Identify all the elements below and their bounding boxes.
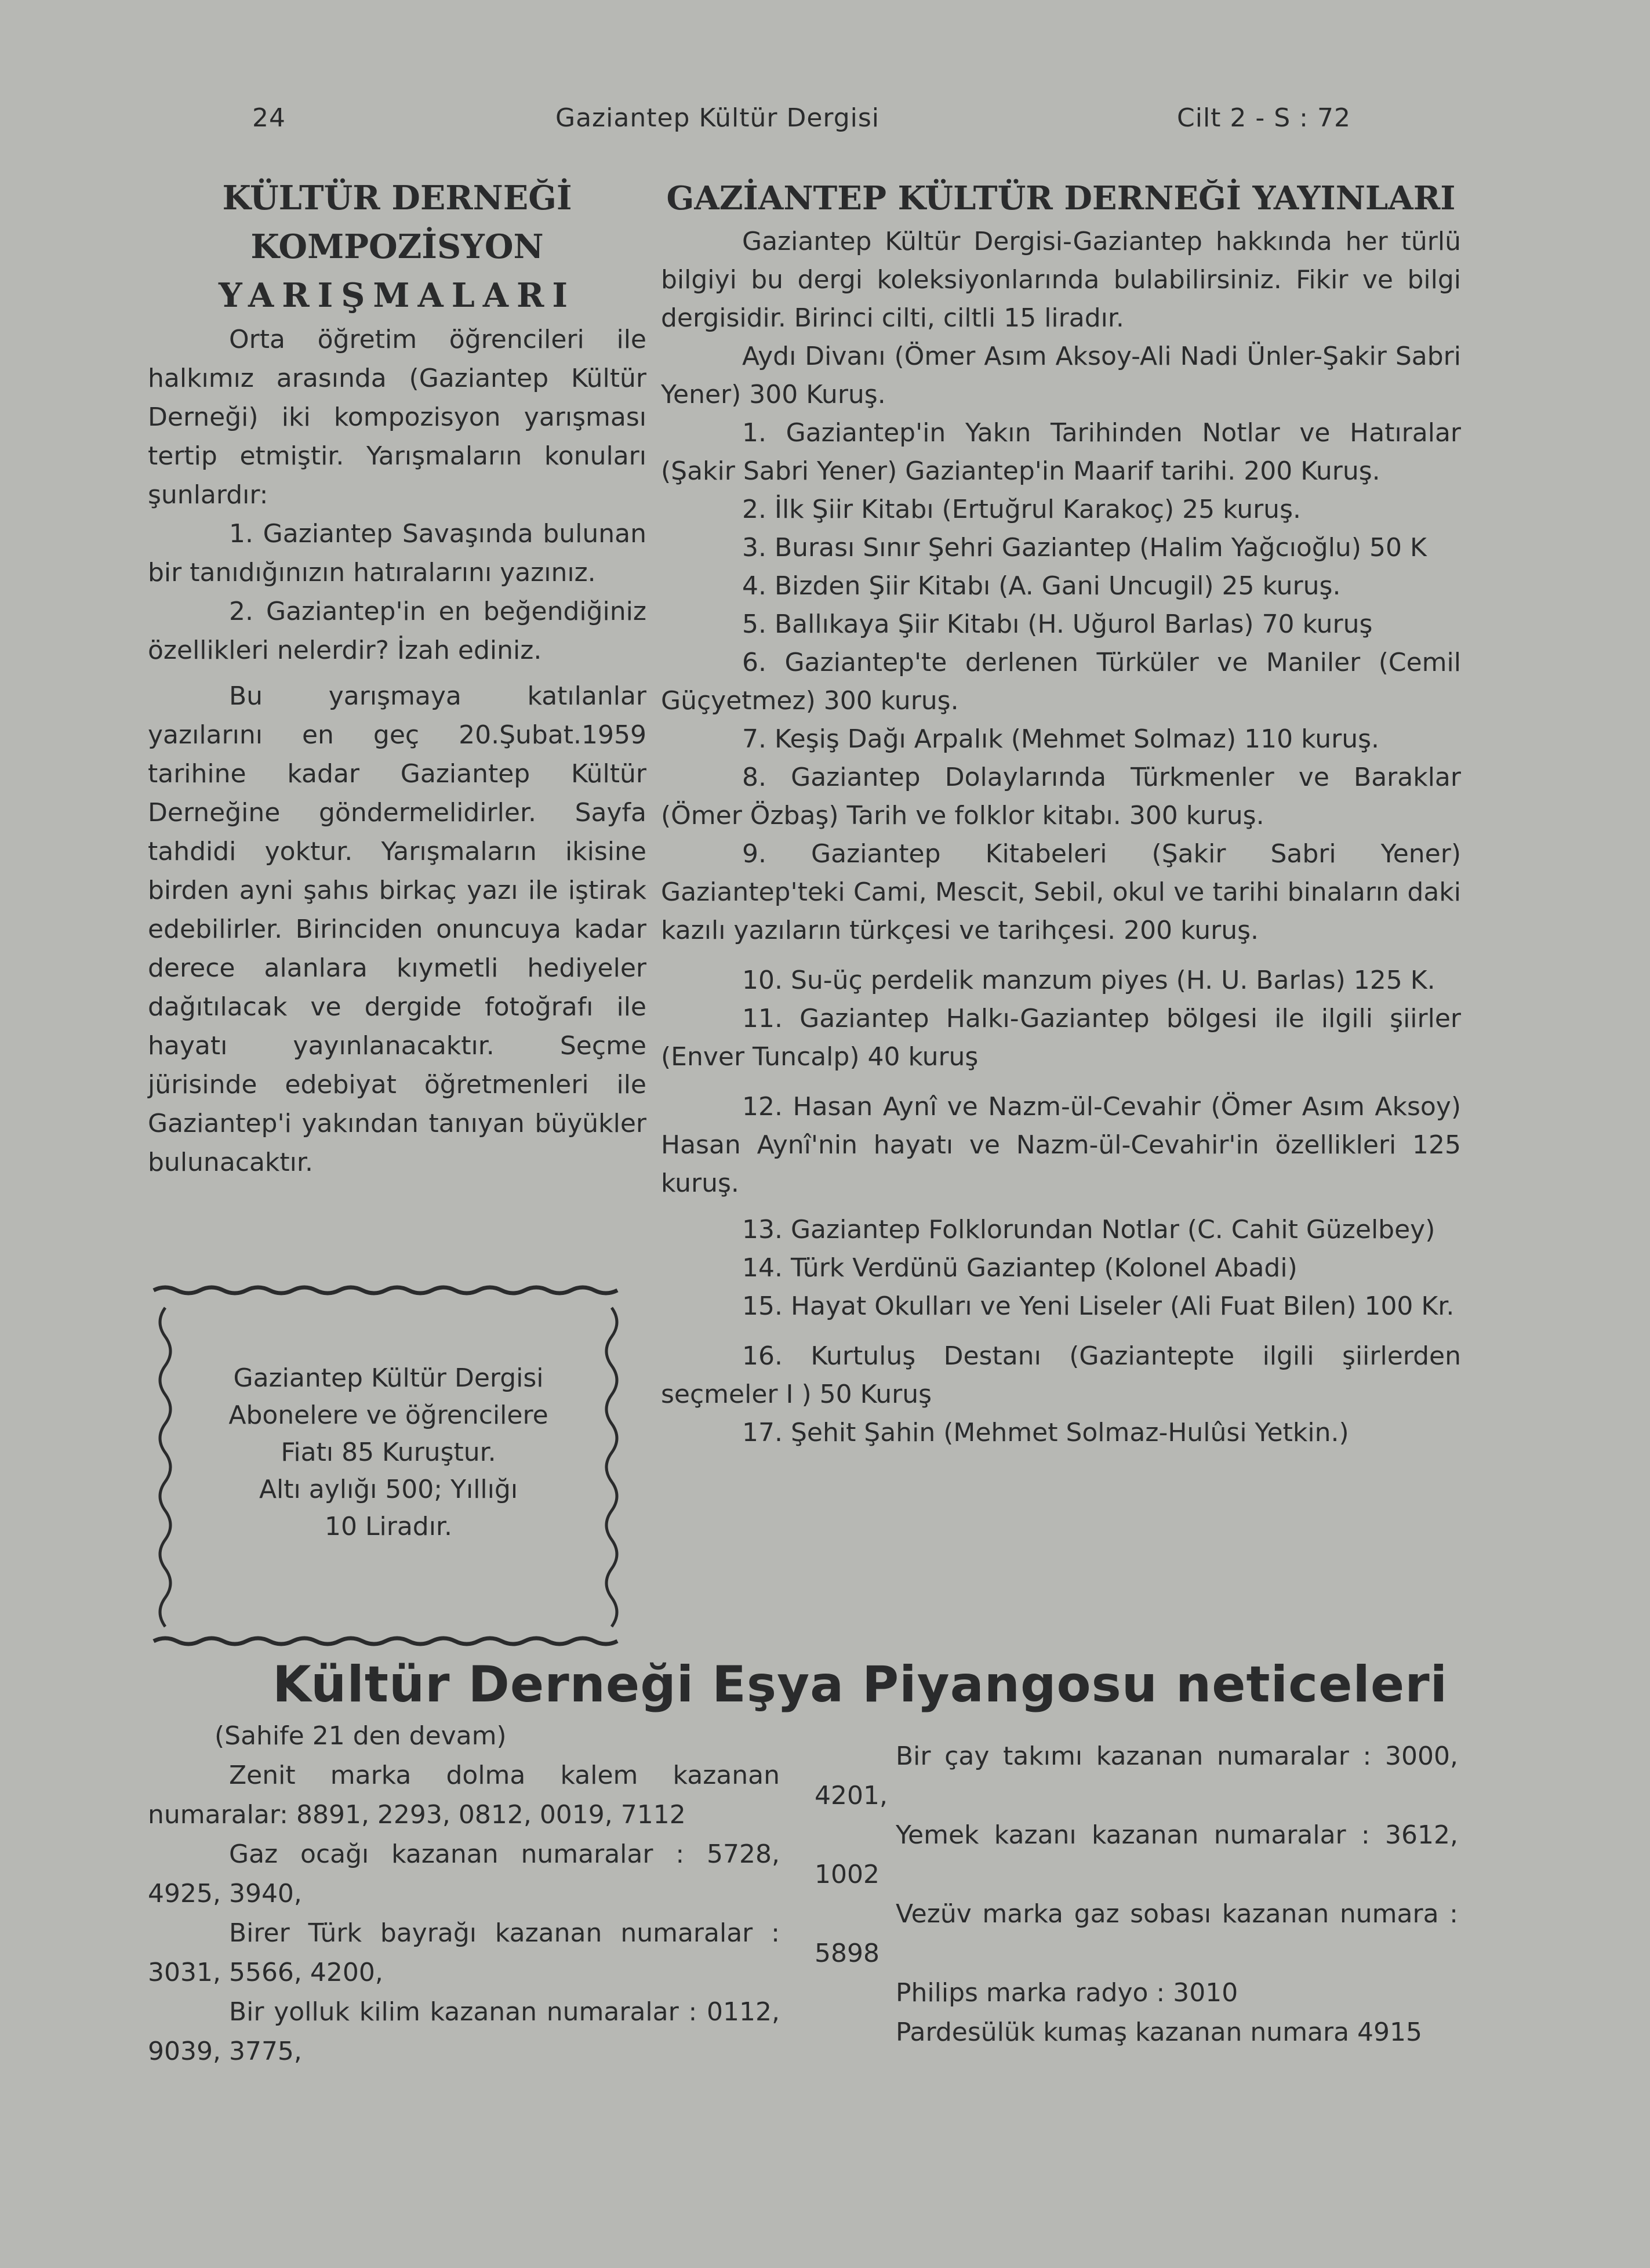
title-line: YARIŞMALARI	[218, 276, 576, 315]
result-item: (Sahife 21 den devam)	[215, 1721, 507, 1751]
result-item: Bir yolluk kilim kazanan numaralar : 0112, 9039, 3775,	[148, 1997, 780, 2066]
volume-issue: Cilt 2 - S : 72	[1177, 103, 1351, 133]
list-item: 11. Gaziantep Halkı-Gaziantep bölgesi ile ilgili şiirler (Enver Tuncalp) 40 kuruş	[661, 1004, 1461, 1072]
right-article	[661, 174, 1461, 1452]
result-item: Zenit marka dolma kalem kazanan numaralar: 8891, 2293, 0812, 0019, 7112	[148, 1761, 780, 1830]
lottery-title: Kültür Derneği Eşya Piyangosu neticeleri	[272, 1656, 1448, 1714]
list-item: 10. Su-üç perdelik manzum piyes (H. U. Barlas) 125 K.	[742, 966, 1435, 995]
list-item: 5. Ballıkaya Şiir Kitabı (H. Uğurol Barlas) 70 kuruş	[742, 609, 1373, 639]
list-item: 7. Keşiş Dağı Arpalık (Mehmet Solmaz) 110 kuruş.	[742, 724, 1380, 754]
lottery-left-column	[148, 1717, 780, 2071]
left-article-body	[148, 320, 646, 1182]
list-item: 4. Bizden Şiir Kitabı (A. Gani Uncugil) 25 kuruş.	[742, 571, 1341, 601]
paragraph: 2. Gaziantep'in en beğendiğiniz özellikleri nelerdir? İzah ediniz.	[148, 597, 646, 665]
list-item: 2. İlk Şiir Kitabı (Ertuğrul Karakoç) 25 kuruş.	[742, 495, 1301, 524]
result-item: Birer Türk bayrağı kazanan numaralar : 3031, 5566, 4200,	[148, 1918, 780, 1987]
list-item: 3. Burası Sınır Şehri Gaziantep (Halim Yağcıoğlu) 50 K	[742, 533, 1427, 563]
box-text	[183, 1360, 594, 1545]
list-item: 1. Gaziantep'in Yakın Tarihinden Notlar ve Hatıralar (Şakir Sabri Yener) Gaziantep'in Maarif tarihi. 200 Kuruş.	[661, 418, 1461, 486]
result-item: Gaz ocağı kazanan numaralar : 5728, 4925, 3940,	[148, 1839, 780, 1908]
list-item: Gaziantep Kültür Dergisi-Gaziantep hakkında her türlü bilgiyi bu dergi koleksiyonlarında bulabilirsiniz. Fikir ve bilgi dergisidir. Birinci cilti, ciltli 15 liradır.	[661, 227, 1461, 333]
list-item: 9. Gaziantep Kitabeleri (Şakir Sabri Yener) Gaziantep'teki Cami, Mescit, Sebil, okul ve tarihi binaların daki kazılı yazıların türkçesi ve tarihçesi. 200 kuruş.	[661, 839, 1461, 945]
lottery-right-column	[815, 1737, 1458, 2052]
box-line: Altı aylığı 500; Yıllığı	[259, 1475, 518, 1504]
paragraph: Bu yarışmaya katılanlar yazılarını en geç 20.Şubat.1959 tarihine kadar Gaziantep Kültür Derneğine göndermelidirler. Sayfa tahdidi yoktur. Yarışmaların ikisine birden ayni şahıs birkaç yazı ile iştirak edebilirler. Birinciden onuncuya kadar derece alanlara kıymetli hediyeler dağıtılacak ve dergide fotoğrafı ile hayatı yayınlanacaktır. Seçme jürisinde edebiyat öğretmenleri ile Gaziantep'i yakından tanıyan büyükler bulunacaktır.	[148, 681, 646, 1177]
box-line: Abonelere ve öğrencilere	[228, 1400, 548, 1430]
result-item: Bir çay takımı kazanan numaralar : 3000, 4201,	[815, 1741, 1458, 1810]
left-article-title	[148, 174, 646, 320]
title-line: KÜLTÜR DERNEĞİ	[222, 179, 572, 217]
list-item: 15. Hayat Okulları ve Yeni Liseler (Ali Fuat Bilen) 100 Kr.	[742, 1291, 1455, 1321]
journal-name: Gaziantep Kültür Dergisi	[555, 103, 880, 133]
title-line: KOMPOZİSYON	[250, 227, 544, 266]
paragraph: 1. Gaziantep Savaşında bulunan bir tanıdığınızın hatıralarını yazınız.	[148, 519, 646, 587]
list-item: 16. Kurtuluş Destanı (Gaziantepte ilgili şiirlerden seçmeler I ) 50 Kuruş	[661, 1341, 1461, 1409]
right-article-title: GAZİANTEP KÜLTÜR DERNEĞİ YAYINLARI	[666, 179, 1456, 217]
page-number: 24	[252, 103, 286, 133]
list-item: 14. Türk Verdünü Gaziantep (Kolonel Abadi)	[742, 1253, 1298, 1283]
box-line: Fiatı 85 Kuruştur.	[281, 1438, 496, 1467]
result-item: Vezüv marka gaz sobası kazanan numara : 5898	[815, 1899, 1458, 1968]
subscription-box	[148, 1279, 629, 1650]
list-item: 17. Şehit Şahin (Mehmet Solmaz-Hulûsi Yetkin.)	[742, 1418, 1349, 1447]
list-item: 12. Hasan Aynî ve Nazm-ül-Cevahir (Ömer Asım Aksoy) Hasan Aynî'nin hayatı ve Nazm-ül-Cevahir'in özellikleri 125 kuruş.	[661, 1092, 1461, 1198]
result-item: Pardesülük kumaş kazanan numara 4915	[896, 2017, 1423, 2047]
result-item: Yemek kazanı kazanan numaralar : 3612, 1002	[815, 1820, 1458, 1889]
box-line: Gaziantep Kültür Dergisi	[233, 1363, 544, 1393]
list-item: 6. Gaziantep'te derlenen Türküler ve Maniler (Cemil Güçyetmez) 300 kuruş.	[661, 648, 1461, 716]
result-item: Philips marka radyo : 3010	[896, 1978, 1238, 2008]
list-item: 13. Gaziantep Folklorundan Notlar (C. Cahit Güzelbey)	[742, 1215, 1435, 1244]
list-item: Aydı Divanı (Ömer Asım Aksoy-Ali Nadi Ünler-Şakir Sabri Yener) 300 Kuruş.	[661, 342, 1461, 409]
publication-list	[661, 223, 1461, 1452]
box-line: 10 Liradır.	[325, 1512, 452, 1541]
list-item: 8. Gaziantep Dolaylarında Türkmenler ve Baraklar (Ömer Özbaş) Tarih ve folklor kitabı. 300 kuruş.	[661, 763, 1461, 830]
paragraph: Orta öğretim öğrencileri ile halkımız arasında (Gaziantep Kültür Derneği) iki kompozisyon yarışması tertip etmiştir. Yarışmaların konuları şunlardır:	[148, 325, 646, 510]
left-article	[148, 174, 646, 1182]
